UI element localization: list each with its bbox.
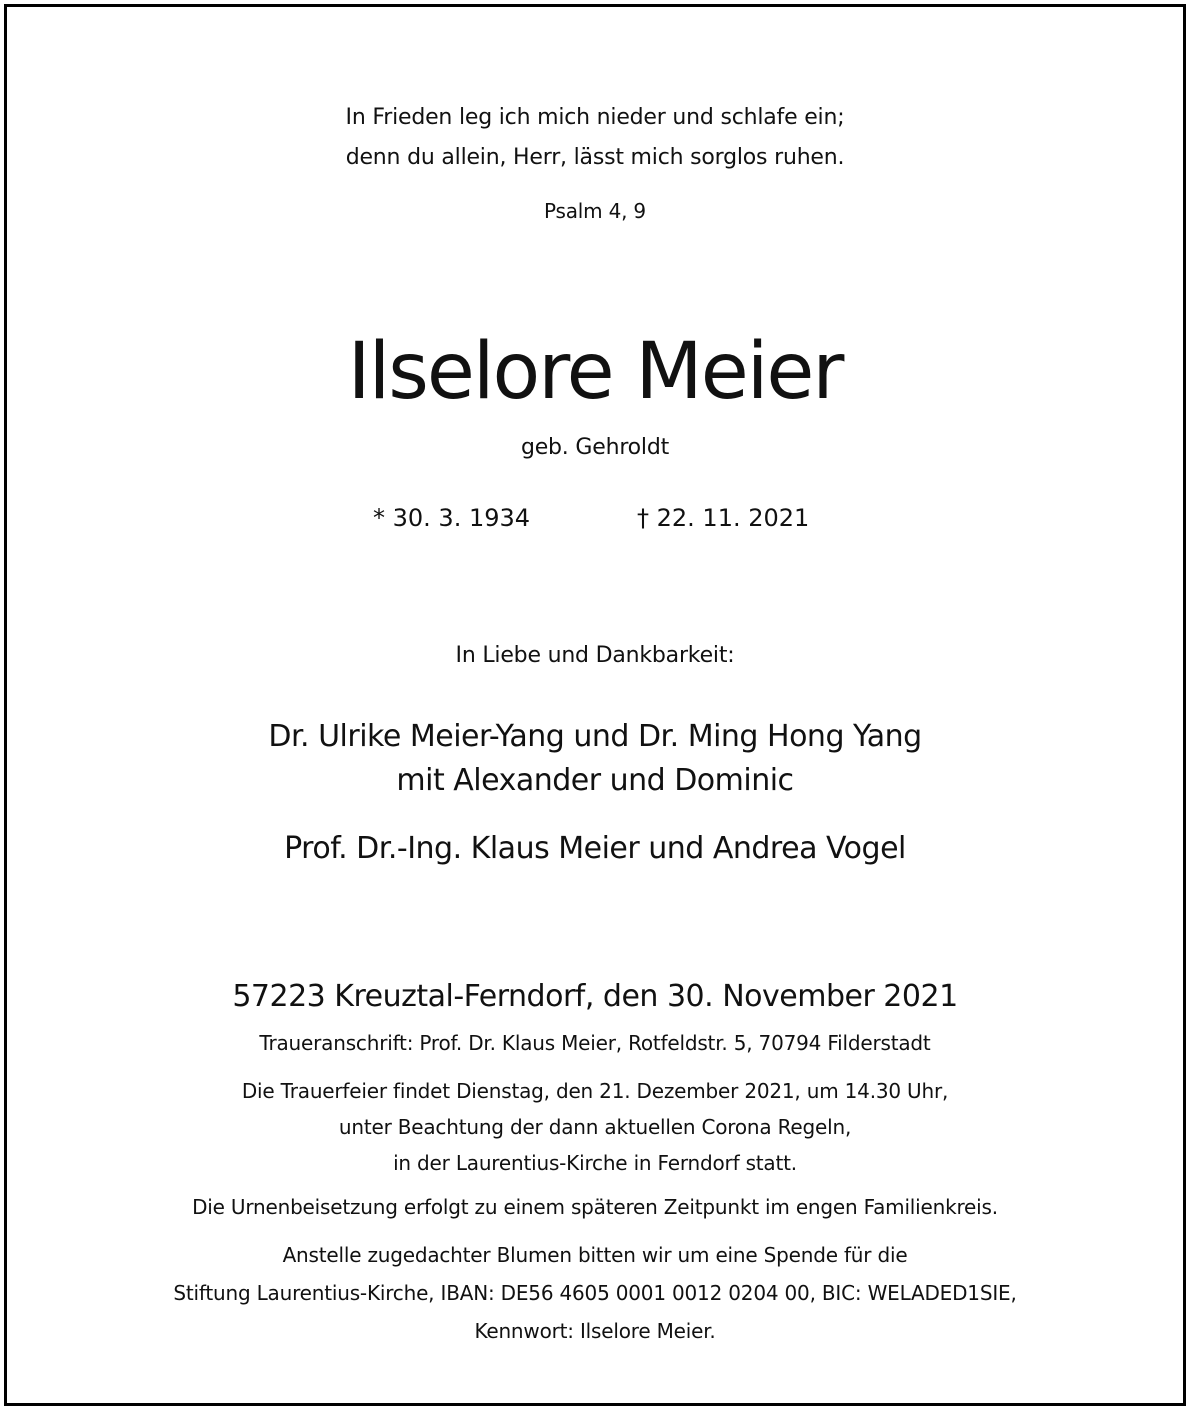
mourning-address: Traueranschrift: Prof. Dr. Klaus Meier, Rotfeldstr. 5, 70794 Filderstadt bbox=[259, 1031, 931, 1055]
mourners-line-2: mit Alexander und Dominic bbox=[396, 763, 794, 798]
obituary-frame bbox=[4, 4, 1186, 1406]
birth-date: * 30. 3. 1934 bbox=[373, 504, 531, 532]
verse-source: Psalm 4, 9 bbox=[544, 199, 646, 223]
deceased-name: Ilselore Meier bbox=[347, 327, 843, 417]
service-line-1: Die Trauerfeier findet Dienstag, den 21. Dezember 2021, um 14.30 Uhr, bbox=[241, 1079, 949, 1103]
mourners-intro: In Liebe und Dankbarkeit: bbox=[455, 643, 735, 668]
death-date: † 22. 11. 2021 bbox=[637, 504, 810, 532]
service-line-2: unter Beachtung der dann aktuellen Corona Regeln, bbox=[338, 1115, 852, 1139]
verse-line-2: denn du allein, Herr, lässt mich sorglos ruhen. bbox=[345, 145, 845, 170]
donation-line-1: Anstelle zugedachter Blumen bitten wir um eine Spende für die bbox=[282, 1243, 908, 1267]
maiden-name: geb. Gehroldt bbox=[520, 435, 670, 460]
mourners-line-1: Dr. Ulrike Meier-Yang und Dr. Ming Hong Yang bbox=[268, 719, 922, 754]
service-line-3: in der Laurentius-Kirche in Ferndorf statt. bbox=[393, 1151, 797, 1175]
donation-line-3: Kennwort: Ilselore Meier. bbox=[474, 1319, 716, 1343]
place-date: 57223 Kreuztal-Ferndorf, den 30. November 2021 bbox=[232, 979, 958, 1014]
mourners-line-3: Prof. Dr.-Ing. Klaus Meier und Andrea Vogel bbox=[284, 831, 906, 866]
burial-note: Die Urnenbeisetzung erfolgt zu einem späteren Zeitpunkt im engen Familienkreis. bbox=[192, 1195, 998, 1219]
donation-line-2: Stiftung Laurentius-Kirche, IBAN: DE56 4605 0001 0012 0204 00, BIC: WELADED1SIE, bbox=[173, 1281, 1017, 1305]
verse-line-1: In Frieden leg ich mich nieder und schlafe ein; bbox=[345, 105, 845, 130]
life-dates bbox=[7, 504, 1183, 536]
